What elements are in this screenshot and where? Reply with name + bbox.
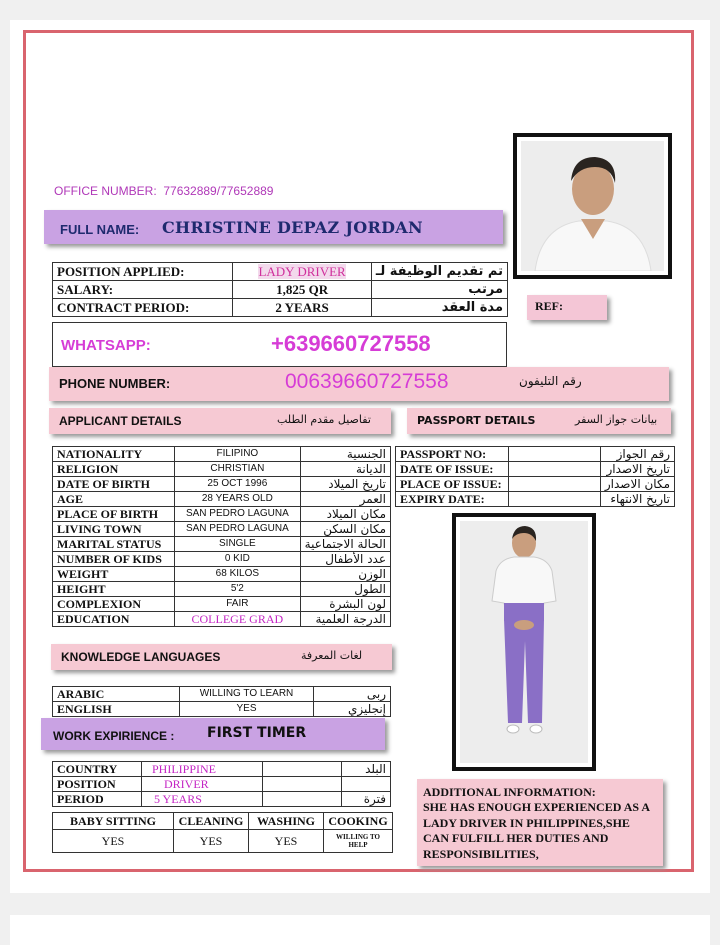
passport-row-ar: تاريخ الانتهاء: [600, 492, 674, 507]
table-row: [53, 477, 391, 492]
phone-label: PHONE NUMBER:: [59, 376, 171, 391]
salary-value: 1,825 QR: [233, 281, 372, 299]
salary-ar: مرتب: [371, 281, 507, 299]
applicant-label: APPLICANT DETAILS: [59, 414, 182, 428]
detail-label: LIVING TOWN: [53, 522, 175, 537]
detail-value: CHRISTIAN: [175, 462, 301, 477]
detail-value: 5'2: [175, 582, 301, 597]
detail-label: AGE: [53, 492, 175, 507]
passport-row-label: DATE OF ISSUE:: [396, 462, 509, 477]
applicant-ar: تفاصيل مقدم الطلب: [277, 413, 371, 426]
full-name-label: FULL NAME:: [60, 222, 140, 237]
detail-label: COMPLEXION: [53, 597, 175, 612]
portrait-figure: [521, 141, 664, 271]
passport-ar: بيانات جواز السفر: [575, 413, 658, 426]
skill-header: CLEANING: [174, 813, 249, 830]
table-row: [396, 462, 675, 477]
detail-value: FILIPINO: [175, 447, 301, 462]
passport-row-value: [508, 477, 600, 492]
table-row: [396, 447, 675, 462]
detail-value: 68 KILOS: [175, 567, 301, 582]
skill-header: COOKING: [324, 813, 393, 830]
full-body-figure: [460, 521, 588, 763]
office-number: [54, 184, 273, 198]
detail-value: SINGLE: [175, 537, 301, 552]
detail-value: 28 YEARS OLD: [175, 492, 301, 507]
table-row: [53, 567, 391, 582]
detail-ar: الطول: [300, 582, 390, 597]
whatsapp-number: +639660727558: [271, 331, 431, 356]
detail-label: NATIONALITY: [53, 447, 175, 462]
passport-details-header: [407, 408, 671, 434]
detail-ar: تاريخ الميلاد: [300, 477, 390, 492]
whatsapp-box: [52, 322, 507, 367]
language-label: ARABIC: [53, 687, 180, 702]
table-row: [53, 687, 391, 702]
position-table: [52, 262, 508, 317]
table-row: [53, 702, 391, 717]
skill-value: WILLING TO HELP: [324, 830, 393, 853]
detail-value: SAN PEDRO LAGUNA: [175, 507, 301, 522]
table-row: [53, 462, 391, 477]
skill-value: YES: [53, 830, 174, 853]
detail-ar: لون البشرة: [300, 597, 390, 612]
detail-ar: الدرجة العلمية: [300, 612, 390, 627]
salary-label: SALARY:: [53, 281, 233, 299]
ref-label: REF:: [535, 299, 563, 313]
table-row: [53, 612, 391, 627]
experience-table: [52, 761, 391, 807]
experience-label: POSITION: [53, 777, 142, 792]
detail-label: MARITAL STATUS: [53, 537, 175, 552]
work-experience-label: WORK EXPIRIENCE :: [53, 729, 175, 743]
table-row: [53, 777, 391, 792]
contract-value: 2 YEARS: [233, 299, 372, 317]
table-row: [53, 299, 508, 317]
work-experience-value: FIRST TIMER: [207, 725, 307, 741]
language-ar: ربى: [314, 687, 391, 702]
detail-value: 0 KID: [175, 552, 301, 567]
table-row: [53, 522, 391, 537]
table-row: [53, 830, 393, 853]
language-value: WILLING TO LEARN: [180, 687, 314, 702]
detail-label: WEIGHT: [53, 567, 175, 582]
skill-value: YES: [174, 830, 249, 853]
work-experience-bar: [41, 718, 385, 750]
phone-number: 00639660727558: [285, 370, 449, 393]
passport-row-label: PLACE OF ISSUE:: [396, 477, 509, 492]
full-body-photo: [452, 513, 596, 771]
detail-label: DATE OF BIRTH: [53, 477, 175, 492]
skills-table: [52, 812, 393, 853]
skill-header: WASHING: [249, 813, 324, 830]
table-row: [53, 263, 508, 281]
portrait-photo: [513, 133, 672, 279]
experience-value: PHILIPPINE: [142, 762, 263, 777]
detail-ar: مكان الميلاد: [300, 507, 390, 522]
experience-value: 5 YEARS: [142, 792, 263, 807]
table-row: [53, 552, 391, 567]
ref-box: [527, 295, 607, 320]
passport-row-value: [508, 462, 600, 477]
language-label: ENGLISH: [53, 702, 180, 717]
experience-label: COUNTRY: [53, 762, 142, 777]
table-row: [396, 492, 675, 507]
detail-label: HEIGHT: [53, 582, 175, 597]
applicant-details-table: [52, 446, 391, 627]
detail-ar: الجنسية: [300, 447, 390, 462]
detail-value: FAIR: [175, 597, 301, 612]
table-row: [53, 597, 391, 612]
table-row: [53, 582, 391, 597]
detail-ar: العمر: [300, 492, 390, 507]
office-value: 77632889/77652889: [163, 184, 274, 198]
office-label: OFFICE NUMBER:: [54, 184, 157, 198]
table-row: [53, 813, 393, 830]
experience-ar: [342, 777, 391, 792]
detail-ar: عدد الأطفال: [300, 552, 390, 567]
detail-ar: الوزن: [300, 567, 390, 582]
detail-ar: الديانة: [300, 462, 390, 477]
table-row: [53, 492, 391, 507]
detail-value: COLLEGE GRAD: [175, 612, 301, 627]
language-ar: إنجليزي: [314, 702, 391, 717]
skill-value: YES: [249, 830, 324, 853]
contract-label: CONTRACT PERIOD:: [53, 299, 233, 317]
experience-label: PERIOD: [53, 792, 142, 807]
table-row: [53, 792, 391, 807]
passport-row-ar: تاريخ الاصدار: [600, 462, 674, 477]
detail-label: NUMBER OF KIDS: [53, 552, 175, 567]
knowledge-ar: لغات المعرفة: [301, 649, 363, 662]
full-name-bar: [44, 210, 503, 244]
table-row: [396, 477, 675, 492]
next-page-edge: [10, 915, 710, 945]
passport-row-label: PASSPORT NO:: [396, 447, 509, 462]
passport-row-value: [508, 447, 600, 462]
full-name-value: CHRISTINE DEPAZ JORDAN: [162, 218, 423, 237]
whatsapp-label: WHATSAPP:: [61, 337, 151, 354]
skill-header: BABY SITTING: [53, 813, 174, 830]
position-value-text: LADY DRIVER: [258, 263, 346, 279]
passport-label: PASSPORT DETAILS: [417, 414, 536, 427]
detail-label: RELIGION: [53, 462, 175, 477]
languages-table: [52, 686, 391, 717]
passport-table: [395, 446, 675, 507]
additional-info-body: SHE HAS ENOUGH EXPERIENCED AS A LADY DRIVER IN PHILIPPINES,SHE CAN FULFILL HER DUTIES AND RESPONSIBILITIES,: [423, 800, 650, 861]
detail-value: SAN PEDRO LAGUNA: [175, 522, 301, 537]
additional-info-box: [417, 779, 663, 866]
position-value: [233, 263, 372, 281]
detail-label: EDUCATION: [53, 612, 175, 627]
knowledge-languages-header: [51, 644, 392, 670]
experience-ar: البلد: [342, 762, 391, 777]
knowledge-label: KNOWLEDGE LANGUAGES: [61, 650, 221, 664]
position-ar: تم تقديم الوظيفة لـ: [371, 263, 507, 281]
table-row: [53, 537, 391, 552]
detail-ar: الحالة الاجتماعية: [300, 537, 390, 552]
applicant-details-header: [49, 408, 391, 434]
passport-row-ar: رقم الجواز: [600, 447, 674, 462]
experience-value: DRIVER: [142, 777, 263, 792]
experience-ar: فترة: [342, 792, 391, 807]
passport-row-value: [508, 492, 600, 507]
passport-row-ar: مكان الاصدار: [600, 477, 674, 492]
phone-ar: رقم التليفون: [519, 374, 582, 388]
table-row: [53, 447, 391, 462]
contract-ar: مدة العقد: [371, 299, 507, 317]
additional-info-heading: ADDITIONAL INFORMATION:: [423, 785, 596, 799]
position-label: POSITION APPLIED:: [53, 263, 233, 281]
table-row: [53, 762, 391, 777]
table-row: [53, 281, 508, 299]
passport-row-label: EXPIRY DATE:: [396, 492, 509, 507]
detail-value: 25 OCT 1996: [175, 477, 301, 492]
detail-ar: مكان السكن: [300, 522, 390, 537]
phone-bar: [49, 367, 669, 401]
detail-label: PLACE OF BIRTH: [53, 507, 175, 522]
table-row: [53, 507, 391, 522]
language-value: YES: [180, 702, 314, 717]
